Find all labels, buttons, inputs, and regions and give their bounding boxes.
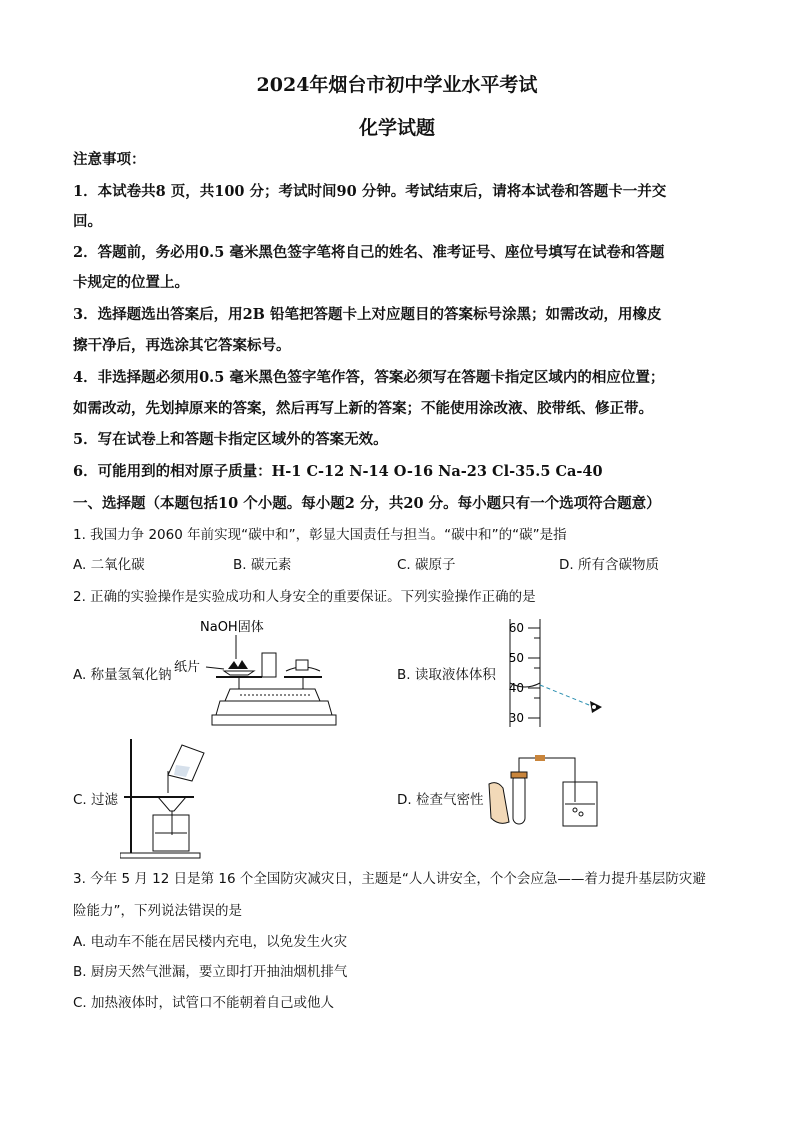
tick-label: 30 bbox=[508, 711, 524, 725]
exam-subtitle: 化学试题 bbox=[358, 117, 435, 139]
note-line: 5．写在试卷上和答题卡指定区域外的答案无效。 bbox=[73, 431, 388, 448]
note-line: 卡规定的位置上。 bbox=[73, 274, 189, 291]
naoh-label: NaOH固体 bbox=[200, 620, 264, 635]
tick-label: 50 bbox=[508, 651, 524, 665]
section-heading: 一、选择题（本题包括10 个小题。每小题2 分，共20 分。每小题只有一个选项符合题意） bbox=[73, 495, 661, 512]
q2-option-a: A. 称量氢氧化钠 bbox=[73, 667, 172, 683]
cylinder-figure bbox=[500, 615, 610, 730]
q3-option-a: A. 电动车不能在居民楼内充电，以免发生火灾 bbox=[73, 934, 348, 950]
question-3-stem-line2: 险能力”，下列说法错误的是 bbox=[73, 903, 242, 919]
filtration-figure bbox=[120, 735, 220, 860]
q2-option-d: D. 检查气密性 bbox=[397, 792, 484, 808]
note-line: 如需改动，先划掉原来的答案，然后再写上新的答案；不能使用涂改液、胶带纸、修正带。 bbox=[73, 400, 653, 417]
notes-heading: 注意事项： bbox=[73, 151, 146, 168]
q1-option-a: A. 二氧化碳 bbox=[73, 557, 145, 573]
paper-label: 纸片 bbox=[174, 660, 201, 675]
question-3-stem-line1: 3. 今年 5 月 12 日是第 16 个全国防灾减灾日，主题是“人人讲安全，个个会应急——着力提升基层防灾避 bbox=[73, 871, 706, 887]
tick-label: 60 bbox=[508, 621, 524, 635]
q1-option-d: D. 所有含碳物质 bbox=[559, 557, 659, 573]
exam-title: 2024年烟台市初中学业水平考试 bbox=[256, 74, 538, 96]
q3-option-c: C. 加热液体时，试管口不能朝着自己或他人 bbox=[73, 995, 335, 1011]
q1-option-b: B. 碳元素 bbox=[233, 557, 292, 573]
note-line: 回。 bbox=[73, 213, 102, 230]
q2-option-b: B. 读取液体体积 bbox=[397, 667, 496, 683]
q1-option-c: C. 碳原子 bbox=[397, 557, 456, 573]
note-line: 1．本试卷共8 页，共100 分；考试时间90 分钟。考试结束后，请将本试卷和答题卡一并交 bbox=[73, 183, 667, 200]
note-line: 4．非选择题必须用0.5 毫米黑色签字笔作答，答案必须写在答题卡指定区域内的相应位置； bbox=[73, 369, 665, 386]
question-1-stem: 1. 我国力争 2060 年前实现“碳中和”，彰显大国责任与担当。“碳中和”的“碳”是指 bbox=[73, 527, 567, 543]
note-line: 6．可能用到的相对原子质量：H-1 C-12 N-14 O-16 Na-23 Cl-35.5 Ca-40 bbox=[73, 463, 603, 480]
tick-label: 40 bbox=[508, 681, 524, 695]
note-line: 3．选择题选出答案后，用2B 铅笔把答题卡上对应题目的答案标号涂黑；如需改动，用橡皮 bbox=[73, 306, 662, 323]
airtight-check-figure bbox=[485, 752, 610, 842]
note-line: 擦干净后，再选涂其它答案标号。 bbox=[73, 337, 291, 354]
balance-figure bbox=[170, 615, 340, 730]
note-line: 2．答题前，务必用0.5 毫米黑色签字笔将自己的姓名、准考证号、座位号填写在试卷和答题 bbox=[73, 244, 665, 261]
q3-option-b: B. 厨房天然气泄漏，要立即打开抽油烟机排气 bbox=[73, 964, 348, 980]
question-2-stem: 2. 正确的实验操作是实验成功和人身安全的重要保证。下列实验操作正确的是 bbox=[73, 589, 536, 605]
q2-option-c: C. 过滤 bbox=[73, 792, 119, 808]
